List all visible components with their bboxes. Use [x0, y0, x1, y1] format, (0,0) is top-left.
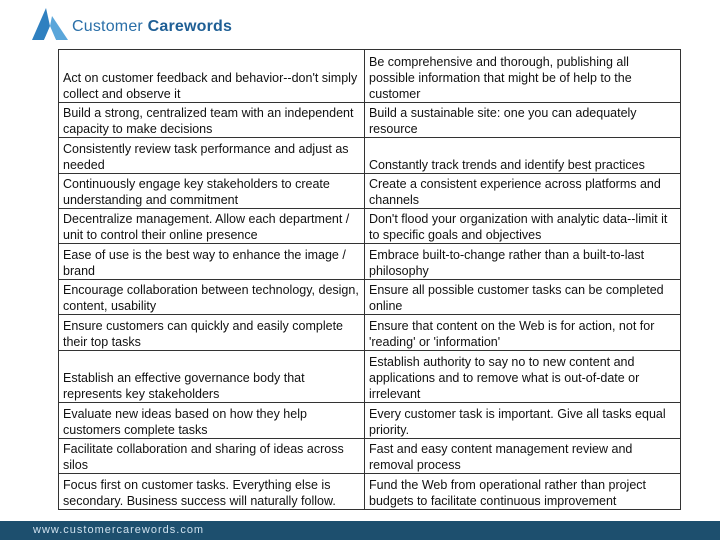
table-cell-left: Continuously engage key stakeholders to create understanding and commitment [59, 173, 365, 208]
table-cell-right: Ensure that content on the Web is for action, not for 'reading' or 'information' [365, 315, 681, 350]
principles-table-wrapper [58, 49, 668, 510]
table-cell-left: Establish an effective governance body that represents key stakeholders [59, 350, 365, 403]
table-row [59, 102, 681, 137]
table-cell-right: Constantly track trends and identify best practices [365, 138, 681, 173]
table-row [59, 474, 681, 510]
table-cell-left: Consistently review task performance and adjust as needed [59, 138, 365, 173]
table-cell-left: Ensure customers can quickly and easily complete their top tasks [59, 315, 365, 350]
table-cell-left: Facilitate collaboration and sharing of ideas across silos [59, 438, 365, 473]
brand-name-bold: Carewords [147, 18, 233, 35]
brand-name-regular: Customer [72, 18, 148, 35]
table-cell-right: Every customer task is important. Give all tasks equal priority. [365, 403, 681, 438]
table-cell-right: Don't flood your organization with analytic data--limit it to specific goals and objectives [365, 209, 681, 244]
table-cell-left: Evaluate new ideas based on how they help customers complete tasks [59, 403, 365, 438]
table-row [59, 50, 681, 103]
table-cell-right: Fast and easy content management review and removal process [365, 438, 681, 473]
table-row [59, 438, 681, 473]
table-row [59, 279, 681, 314]
principles-table-body [59, 50, 681, 510]
table-row [59, 173, 681, 208]
table-row [59, 209, 681, 244]
table-cell-left: Act on customer feedback and behavior--don't simply collect and observe it [59, 50, 365, 103]
table-cell-right: Create a consistent experience across platforms and channels [365, 173, 681, 208]
brand-name [72, 18, 232, 36]
table-row [59, 244, 681, 279]
footer-bar [0, 521, 720, 540]
table-cell-left: Encourage collaboration between technology, design, content, usability [59, 279, 365, 314]
triangle-mark-icon [32, 6, 72, 42]
footer-url[interactable]: www.customercarewords.com [33, 524, 205, 536]
table-cell-left: Focus first on customer tasks. Everything else is secondary. Business success will naturally follow. [59, 474, 365, 510]
table-row [59, 350, 681, 403]
table-cell-right: Embrace built-to-change rather than a built-to-last philosophy [365, 244, 681, 279]
table-cell-right: Ensure all possible customer tasks can be completed online [365, 279, 681, 314]
table-cell-right: Be comprehensive and thorough, publishing all possible information that might be of help to the customer [365, 50, 681, 103]
table-cell-right: Build a sustainable site: one you can adequately resource [365, 102, 681, 137]
table-cell-right: Fund the Web from operational rather than project budgets to facilitate continuous improvement [365, 474, 681, 510]
table-cell-left: Ease of use is the best way to enhance the image / brand [59, 244, 365, 279]
table-row [59, 403, 681, 438]
brand-logo [32, 6, 232, 42]
table-row [59, 315, 681, 350]
table-cell-left: Decentralize management. Allow each department / unit to control their online presence [59, 209, 365, 244]
table-cell-right: Establish authority to say no to new content and applications and to remove what is out-of-date or irrelevant [365, 350, 681, 403]
principles-table [58, 49, 681, 510]
table-row [59, 138, 681, 173]
table-cell-left: Build a strong, centralized team with an independent capacity to make decisions [59, 102, 365, 137]
